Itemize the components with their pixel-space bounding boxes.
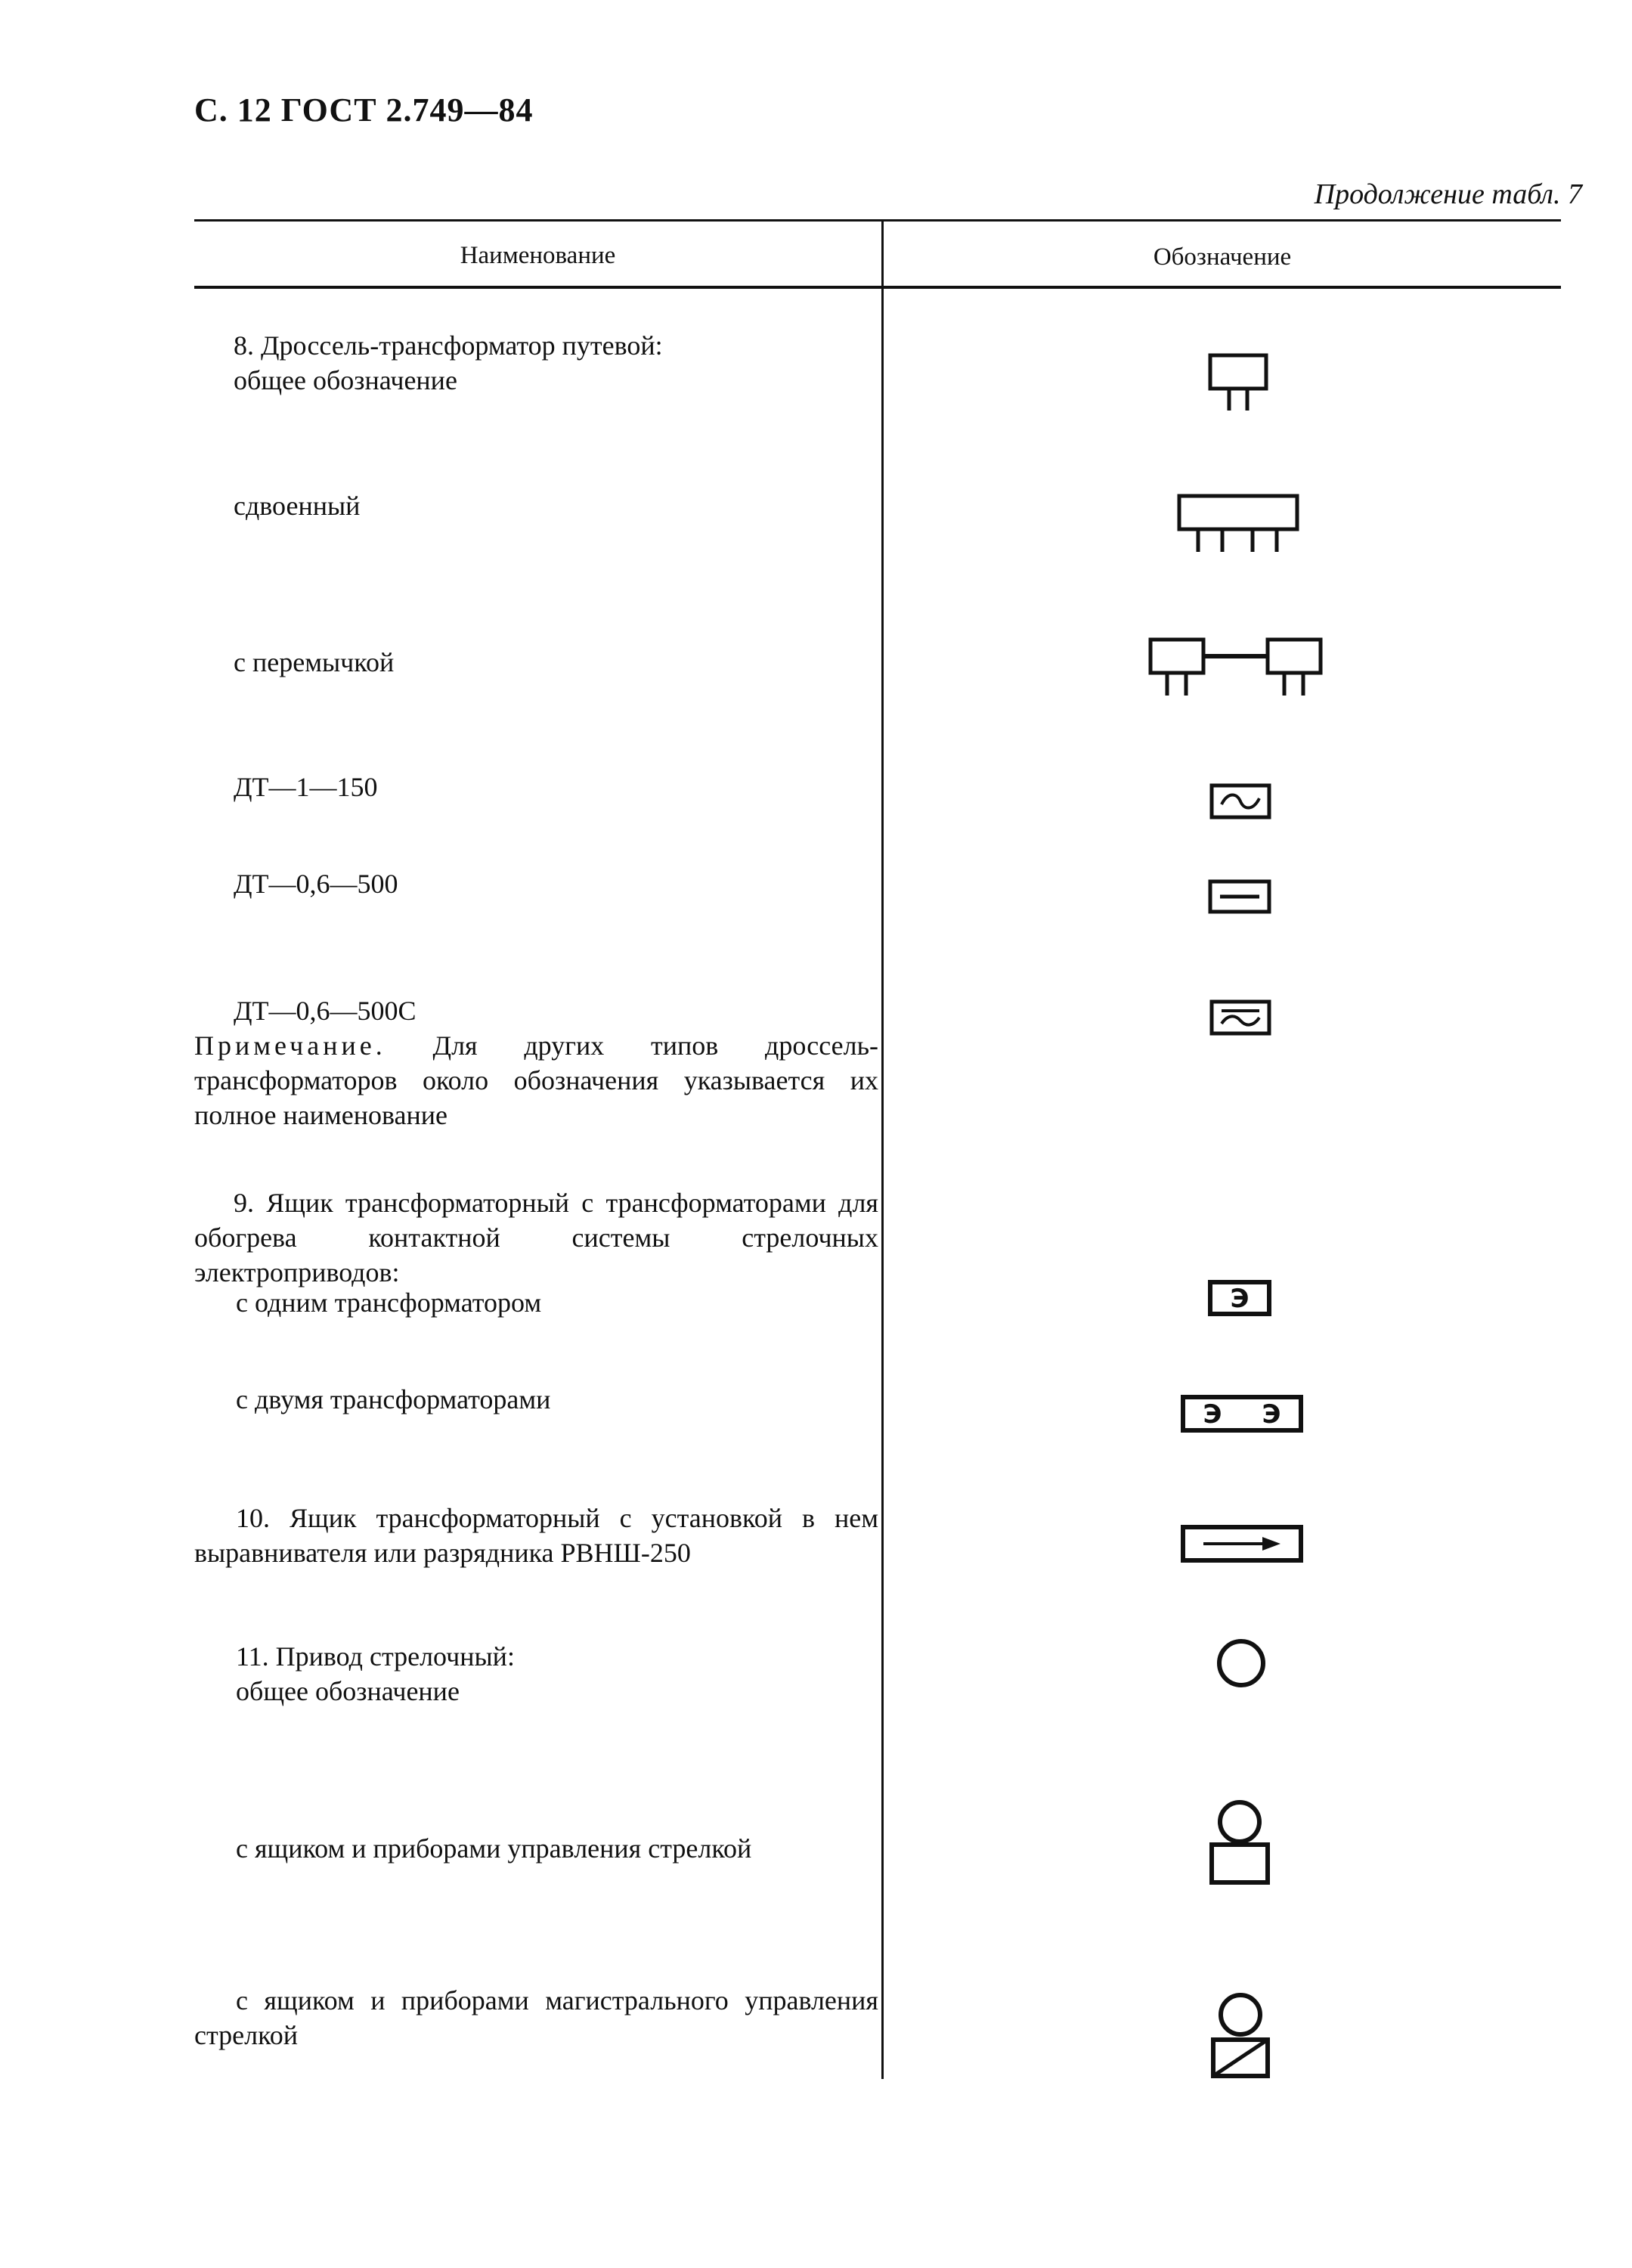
transformer-box-letter-1: Э <box>1203 1399 1222 1430</box>
table-header-rule <box>194 286 1561 289</box>
item8-dt3-label: ДТ—0,6—500С <box>234 996 417 1026</box>
note-label: Примечание. <box>194 1030 386 1061</box>
note-text: Для других типов дроссель-трансформаторов около обозначения указывается их полное наименование <box>194 1030 878 1130</box>
column-header-name: Наименование <box>460 242 616 269</box>
dt-0-6-500c-symbol <box>1209 999 1271 1036</box>
item8-note <box>194 1028 878 1132</box>
item8-heading: 8. Дроссель-трансформатор путевой: <box>234 330 663 361</box>
table-top-rule <box>194 219 1561 222</box>
item8-double-label: сдвоенный <box>234 491 361 521</box>
transformer-box-letter-2: Э <box>1262 1399 1281 1430</box>
item8-dt1-label: ДТ—1—150 <box>234 772 378 802</box>
column-header-symbol: Обозначение <box>1153 243 1292 271</box>
switch-drive-with-box-symbol <box>1208 1798 1271 1888</box>
double-choke-transformer-symbol <box>1177 494 1301 554</box>
transformer-box-one-symbol <box>1208 1280 1271 1316</box>
choke-transformer-symbol <box>1208 353 1271 412</box>
dt-0-6-500-symbol <box>1208 879 1271 914</box>
transformer-box-arrester-symbol <box>1181 1525 1303 1563</box>
transformer-box-letter: Э <box>1230 1284 1250 1314</box>
choke-transformer-jumper-symbol <box>1148 637 1325 698</box>
item10-heading: 10. Ящик трансформаторный с установкой в нем выравнивателя или разрядника РВНШ-250 <box>194 1503 878 1568</box>
item8-jumper-label: с перемычкой <box>234 647 395 677</box>
item11-heading: 11. Привод стрелочный: <box>236 1641 515 1672</box>
item9-heading: 9. Ящик трансформаторный с трансформаторами для обогрева контактной системы стрелочных электроприводов: <box>194 1188 878 1287</box>
switch-drive-symbol <box>1215 1637 1268 1690</box>
item9-one-label: с одним трансформатором <box>236 1287 542 1318</box>
item8-dt2-label: ДТ—0,6—500 <box>234 869 398 899</box>
item8-general-label: общее обозначение <box>234 365 457 395</box>
switch-drive-main-control-symbol <box>1209 1991 1271 2081</box>
table-continuation-label: Продолжение табл. 7 <box>1314 178 1582 210</box>
item11-with-box-label: с ящиком и приборами управления стрелкой <box>236 1833 752 1864</box>
transformer-box-two-symbol <box>1181 1395 1303 1433</box>
table-column-divider <box>881 219 884 2079</box>
dt-1-150-symbol <box>1209 783 1271 820</box>
item9-two-label: с двумя трансформаторами <box>236 1384 551 1414</box>
page-header: С. 12 ГОСТ 2.749—84 <box>194 91 534 129</box>
item11-with-box-main-label: с ящиком и приборами магистрального управления стрелкой <box>194 1985 878 2050</box>
item11-general-label: общее обозначение <box>236 1676 460 1706</box>
